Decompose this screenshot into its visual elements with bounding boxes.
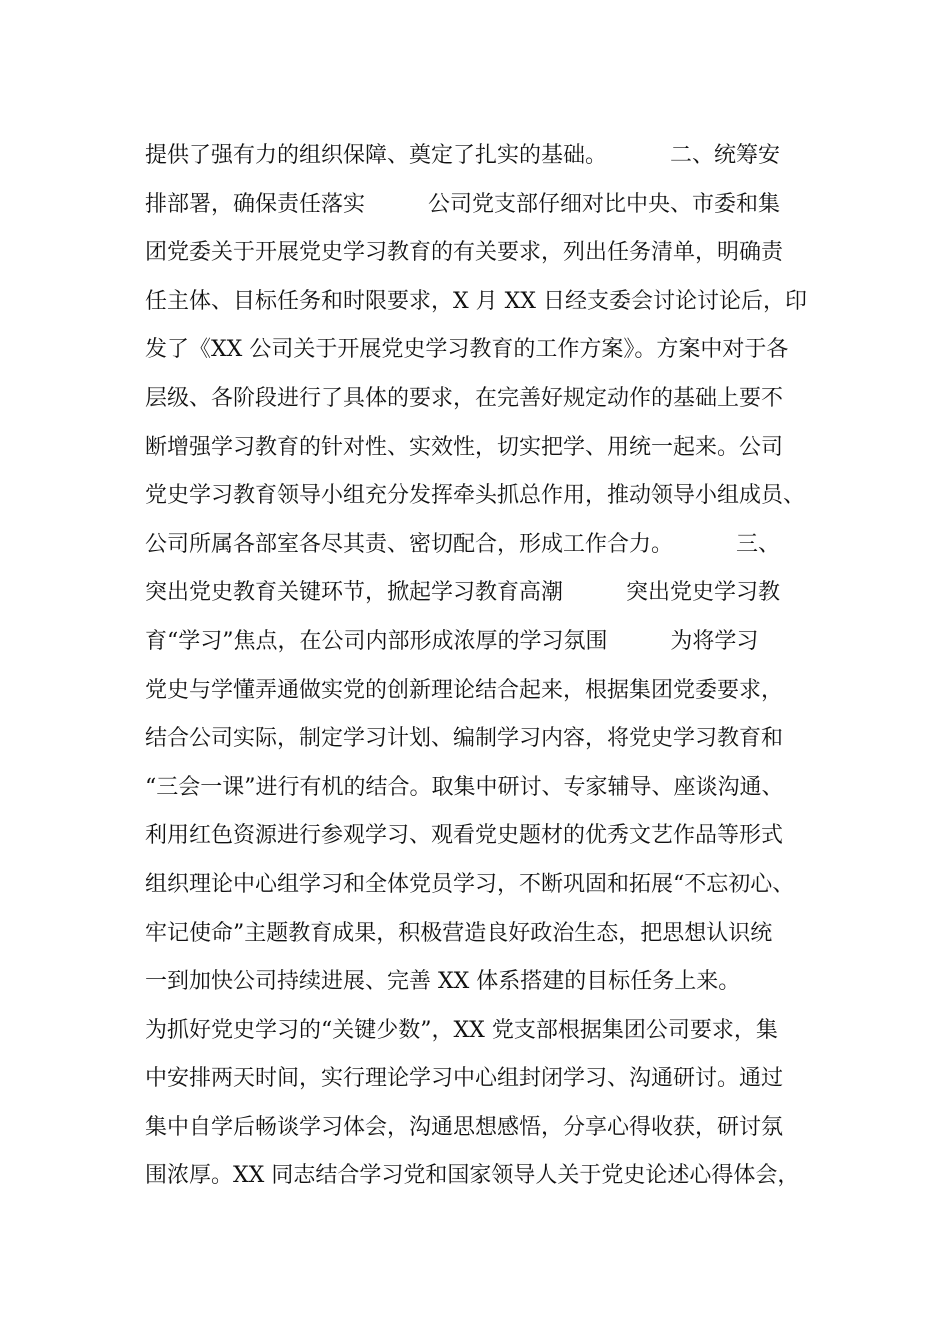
text-line: 利用红色资源进行参观学习、观看党史题材的优秀文艺作品等形式 — [145, 823, 784, 849]
text-line: 发了《XX 公司关于开展党史学习教育的工作方案》。方案中对于各 — [145, 337, 789, 363]
text-line: 层级、各阶段进行了具体的要求，在完善好规定动作的基础上要不 — [145, 385, 784, 411]
text-line: 中安排两天时间，实行理论学习中心组封闭学习、沟通研讨。通过 — [145, 1066, 784, 1092]
text-line: 提供了强有力的组织保障、奠定了扎实的基础。 二、统筹安 — [145, 143, 780, 168]
text-line: 突出党史教育关键环节，掀起学习教育高潮 突出党史学习教 — [145, 580, 780, 606]
text-line: “三会一课”进行有机的结合。取集中研讨、专家辅导、座谈沟通、 — [145, 774, 784, 800]
text-line: 断增强学习教育的针对性、实效性，切实把学、用统一起来。公司 — [145, 434, 784, 460]
text-line: 结合公司实际，制定学习计划、编制学习内容，将党史学习教育和 — [145, 726, 784, 752]
text-line: 任主体、目标任务和时限要求，X 月 XX 日经支委会讨论讨论后，印 — [145, 288, 807, 314]
text-line: 牢记使命”主题教育成果，积极营造良好政治生态，把思想认识统 — [145, 920, 773, 946]
text-line: 公司所属各部室各尽其责、密切配合，形成工作合力。 三、 — [145, 531, 780, 557]
text-line: 组织理论中心组学习和全体党员学习，不断巩固和拓展“不忘初心、 — [145, 871, 795, 897]
text-line: 党史与学懂弄通做实党的创新理论结合起来，根据集团党委要求， — [145, 677, 784, 703]
text-line: 排部署，确保责任落实 公司党支部仔细对比中央、市委和集 — [145, 191, 780, 217]
text-line: 团党委关于开展党史学习教育的有关要求，列出任务清单，明确责 — [145, 240, 784, 266]
text-line: 围浓厚。XX 同志结合学习党和国家领导人关于党史论述心得体会， — [145, 1163, 800, 1189]
text-line: 一到加快公司持续进展、完善 XX 体系搭建的目标任务上来。 — [145, 969, 741, 995]
text-line: 为抓好党史学习的“关键少数”，XX 党支部根据集团公司要求，集 — [145, 1017, 778, 1043]
document-body — [145, 132, 835, 1201]
text-line: 育“学习”焦点，在公司内部形成浓厚的学习氛围 为将学习 — [145, 628, 759, 654]
text-line: 党史学习教育领导小组充分发挥牵头抓总作用，推动领导小组成员、 — [145, 483, 806, 509]
text-line: 集中自学后畅谈学习体会，沟通思想感悟，分享心得收获，研讨氛 — [145, 1114, 784, 1140]
